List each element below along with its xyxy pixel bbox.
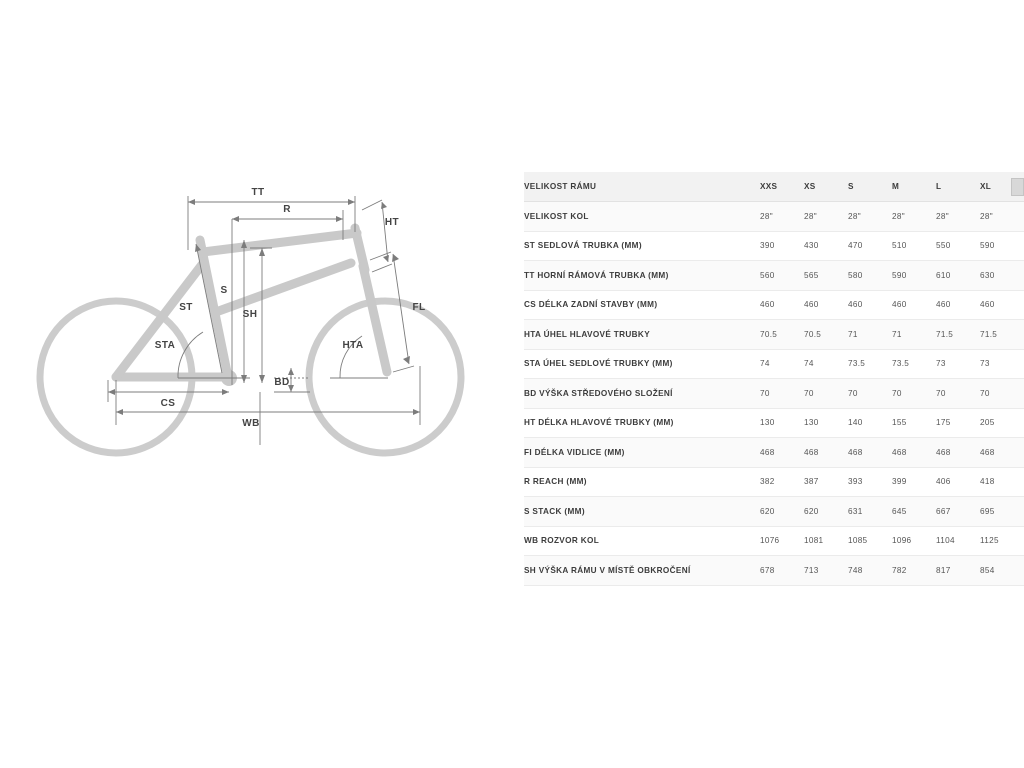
table-cell: 1104 [936, 526, 980, 556]
horizontal-scroll-handle[interactable] [1011, 178, 1024, 196]
table-row [524, 556, 1024, 586]
table-cell: 620 [804, 497, 848, 527]
table-cell: 175 [936, 408, 980, 438]
table-cell: 140 [848, 408, 892, 438]
table-row-label: ST SEDLOVÁ TRUBKA (MM) [524, 231, 760, 261]
table-cell: 468 [760, 438, 804, 468]
table-cell: 460 [804, 290, 848, 320]
table-cell: 73 [980, 349, 1024, 379]
table-cell: 468 [980, 438, 1024, 468]
table-cell: 205 [980, 408, 1024, 438]
table-cell: 130 [804, 408, 848, 438]
table-cell: 678 [760, 556, 804, 586]
table-cell: 28" [804, 202, 848, 232]
table-cell: 610 [936, 261, 980, 291]
table-header-size-l: L [936, 172, 980, 202]
table-cell: 71.5 [936, 320, 980, 350]
table-cell: 748 [848, 556, 892, 586]
table-cell: 590 [980, 231, 1024, 261]
table-cell: 406 [936, 467, 980, 497]
table-cell: 667 [936, 497, 980, 527]
frame-tubes [116, 228, 387, 386]
front-wheel-icon [309, 301, 461, 453]
table-header-size-xxs: XXS [760, 172, 804, 202]
table-cell: 460 [760, 290, 804, 320]
table-row [524, 467, 1024, 497]
dim-label-wb: WB [242, 418, 260, 429]
table-row-label: S STACK (MM) [524, 497, 760, 527]
table-header-size-m: M [892, 172, 936, 202]
table-cell: 1076 [760, 526, 804, 556]
table-cell: 782 [892, 556, 936, 586]
table-header-size-xs: XS [804, 172, 848, 202]
table-cell: 1096 [892, 526, 936, 556]
table-cell: 28" [848, 202, 892, 232]
table-cell: 1085 [848, 526, 892, 556]
table-cell: 460 [980, 290, 1024, 320]
table-header-label: VELIKOST RÁMU [524, 172, 760, 202]
table-row [524, 408, 1024, 438]
table-cell: 590 [892, 261, 936, 291]
table-cell: 1125 [980, 526, 1024, 556]
table-cell: 73 [936, 349, 980, 379]
table-cell: 1081 [804, 526, 848, 556]
table-cell: 399 [892, 467, 936, 497]
table-row-label: STA ÚHEL SEDLOVÉ TRUBKY (MM) [524, 349, 760, 379]
table-cell: 28" [892, 202, 936, 232]
table-cell: 565 [804, 261, 848, 291]
table-cell: 713 [804, 556, 848, 586]
table-cell: 70 [848, 379, 892, 409]
table-cell: 28" [980, 202, 1024, 232]
dim-label-bd: BD [274, 377, 290, 388]
table-cell: 155 [892, 408, 936, 438]
table-cell: 560 [760, 261, 804, 291]
table-cell: 550 [936, 231, 980, 261]
table-cell: 430 [804, 231, 848, 261]
table-cell: 468 [804, 438, 848, 468]
table-row [524, 202, 1024, 232]
table-cell: 645 [892, 497, 936, 527]
dim-label-s: S [220, 285, 228, 296]
dim-label-cs: CS [160, 398, 176, 409]
table-row-label: VELIKOST KOL [524, 202, 760, 232]
table-cell: 71 [848, 320, 892, 350]
table-row [524, 379, 1024, 409]
table-row-label: HTA ÚHEL HLAVOVÉ TRUBKY [524, 320, 760, 350]
table-row-label: FI DÉLKA VIDLICE (MM) [524, 438, 760, 468]
table-cell: 74 [760, 349, 804, 379]
table-cell: 74 [804, 349, 848, 379]
table-cell: 28" [760, 202, 804, 232]
table-cell: 695 [980, 497, 1024, 527]
table-cell: 460 [848, 290, 892, 320]
table-row [524, 526, 1024, 556]
table-row-label: BD VÝŠKA STŘEDOVÉHO SLOŽENÍ [524, 379, 760, 409]
table-cell: 70 [892, 379, 936, 409]
table-cell: 70.5 [760, 320, 804, 350]
table-row-label: HT DÉLKA HLAVOVÉ TRUBKY (MM) [524, 408, 760, 438]
dim-label-st: ST [179, 302, 193, 313]
table-row [524, 231, 1024, 261]
table-cell: 382 [760, 467, 804, 497]
table-cell: 460 [936, 290, 980, 320]
table-cell: 70.5 [804, 320, 848, 350]
table-cell: 620 [760, 497, 804, 527]
table-cell: 817 [936, 556, 980, 586]
table-header-size-s: S [848, 172, 892, 202]
table-cell: 468 [848, 438, 892, 468]
table-cell: 73.5 [848, 349, 892, 379]
dim-label-sh: SH [242, 309, 258, 320]
table-cell: 70 [936, 379, 980, 409]
table-cell: 71 [892, 320, 936, 350]
table-row [524, 320, 1024, 350]
dim-label-ht: HT [384, 217, 400, 228]
table-cell: 393 [848, 467, 892, 497]
dim-label-fl: FL [412, 302, 426, 313]
table-cell: 468 [892, 438, 936, 468]
dim-label-hta: HTA [342, 340, 364, 351]
table-cell: 468 [936, 438, 980, 468]
table-cell: 854 [980, 556, 1024, 586]
table-cell: 71.5 [980, 320, 1024, 350]
table-cell: 630 [980, 261, 1024, 291]
table-row [524, 261, 1024, 291]
table-row [524, 349, 1024, 379]
table-cell: 510 [892, 231, 936, 261]
table-header-row [524, 172, 1024, 202]
table-cell: 73.5 [892, 349, 936, 379]
table-cell: 390 [760, 231, 804, 261]
table-row-label: CS DÉLKA ZADNÍ STAVBY (MM) [524, 290, 760, 320]
table-cell: 631 [848, 497, 892, 527]
table-cell: 470 [848, 231, 892, 261]
dim-label-sta: STA [154, 340, 176, 351]
table-row-label: R REACH (MM) [524, 467, 760, 497]
bike-geometry-drawing [10, 140, 510, 480]
table-cell: 418 [980, 467, 1024, 497]
table-cell: 580 [848, 261, 892, 291]
dim-label-r: R [283, 204, 291, 215]
table-row [524, 438, 1024, 468]
table-cell: 28" [936, 202, 980, 232]
table-row-label: TT HORNÍ RÁMOVÁ TRUBKA (MM) [524, 261, 760, 291]
dim-label-tt: TT [251, 187, 265, 198]
table-row-label: SH VÝŠKA RÁMU V MÍSTĚ OBKROČENÍ [524, 556, 760, 586]
table-cell: 460 [892, 290, 936, 320]
table-cell: 70 [980, 379, 1024, 409]
table-header-size-xl: XL [980, 172, 1024, 202]
table-row-label: WB ROZVOR KOL [524, 526, 760, 556]
table-cell: 70 [760, 379, 804, 409]
table-cell: 130 [760, 408, 804, 438]
table-row [524, 497, 1024, 527]
geometry-table-container [524, 172, 1024, 586]
table-cell: 387 [804, 467, 848, 497]
table-cell: 70 [804, 379, 848, 409]
geometry-table [524, 172, 1024, 586]
table-row [524, 290, 1024, 320]
